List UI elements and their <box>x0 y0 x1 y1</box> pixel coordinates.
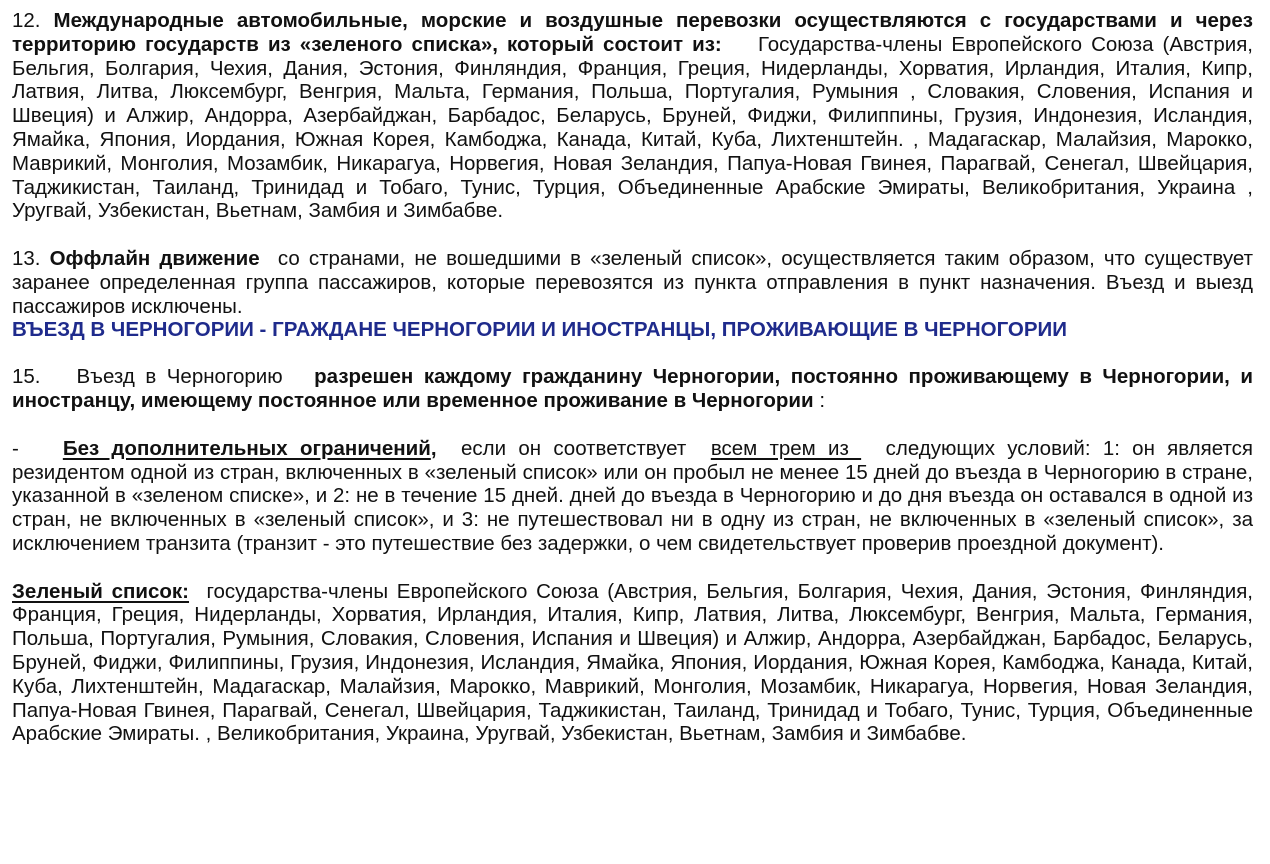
paragraph-number: 13. <box>12 246 41 270</box>
paragraph-13 <box>12 247 1253 318</box>
green-list-paragraph <box>12 580 1253 747</box>
paragraph-12 <box>12 9 1253 223</box>
condition-text-before: если он соответствует <box>461 436 687 460</box>
paragraph-bold-text: Международные автомобильные, морские и воздушные перевозки осуществляются с государствами и через территорию государств из «зеленого списка», который состоит из: <box>12 9 1253 56</box>
paragraph-tail: : <box>819 389 826 413</box>
document-page <box>12 9 1253 746</box>
paragraph-bold-text: Оффлайн движение <box>49 246 260 270</box>
paragraph-number: 12. <box>12 9 41 32</box>
condition-paragraph <box>12 437 1253 556</box>
paragraph-text: Государства-члены Европейского Союза (Австрия, Бельгия, Болгария, Чехия, Дания, Эстония, Финляндия, Франция, Греция, Нидерланды, Хорватия, Ирландия, Италия, Кипр, Латвия, Литва, Люксембург, Венгрия, Мальта, Германия, Польша, Португалия, Румыния , Словакия, Словения, Испания и Швеция) и Алжир, Андорра, Азербайджан, Барбадос, Беларусь, Бруней, Фиджи, Филиппины, Грузия, Индонезия, Исландия, Ямайка, Япония, Иордания, Южная Корея, Камбоджа, Канада, Китай, Куба, Лихтенштейн. , Мадагаскар, Малайзия, Марокко, Маврикий, Монголия, Мозамбик, Никарагуа, Норвегия, Новая Зеландия, Папуа-Новая Гвинея, Парагвай, Сенегал, Швейцария, Таджикистан, Таиланд, Тринидад и Тобаго, Тунис, Турция, Объединенные Арабские Эмираты, Великобритания, Украина , Уругвай, Узбекистан, Вьетнам, Замбия и Зимбабве. <box>12 32 1253 223</box>
condition-comma: , <box>430 436 437 460</box>
green-list-text: государства-члены Европейского Союза (Австрия, Бельгия, Болгария, Чехия, Дания, Эстония, Финляндия, Франция, Греция, Нидерланды, Хорватия, Ирландия, Италия, Кипр, Латвия, Литва, Люксембург, Венгрия, Мальта, Германия, Польша, Португалия, Румыния, Словакия, Словения, Испания и Швеция) и Алжир, Андорра, Азербайджан, Барбадос, Беларусь, Бруней, Фиджи, Филиппины, Грузия, Индонезия, Исландия, Ямайка, Япония, Иордания, Южная Корея, Камбоджа, Канада, Китай, Куба, Лихтенштейн, Мадагаскар, Малайзия, Марокко, Маврикий, Монголия, Мозамбик, Никарагуа, Норвегия, Новая Зеландия, Папуа-Новая Гвинея, Парагвай, Сенегал, Швейцария, Таджикистан, Таиланд, Тринидад и Тобаго, Тунис, Турция, Объединенные Арабские Эмираты. , Великобритания, Украина, Уругвай, Узбекистан, Вьетнам, Замбия и Зимбабве. <box>12 579 1253 746</box>
paragraph-lead-text: Въезд в Черногорию <box>76 365 283 389</box>
condition-text-after: следующих условий: 1: он является резидентом одной из стран, включенных в «зеленый список» или он пробыл не менее 15 дней до въезда в Черногорию в стране, указанной в «зеленом списке», и 2: не в течение 15 дней. дней до въезда в Черногорию и до дня въезда он оставался в одной из стран, не включенных в «зеленый список», и 3: не путешествовал ни в одну из стран, не включенных в «зеленый список», за исключением транзита (транзит - это путешествие без задержки, о чем свидетельствует проверив проездной документ). <box>12 436 1253 555</box>
list-dash: - <box>12 436 19 460</box>
green-list-label: Зеленый список: <box>12 579 190 603</box>
condition-bold-underlined: Без дополнительных ограничений <box>62 436 431 460</box>
paragraph-bold-text: разрешен каждому гражданину Черногории, постоянно проживающему в Черногории, и иностранцу, имеющему постоянное или временное проживание в Черногории <box>12 365 1253 413</box>
paragraph-15 <box>12 365 1253 413</box>
condition-underlined: всем трем из <box>710 436 862 460</box>
paragraph-text: со странами, не вошедшими в «зеленый список», осуществляется таким образом, что существует заранее определенная группа пассажиров, которые перевозятся из пункта отправления в пункт назначения. Въезд и выезд пассажиров исключены. <box>12 246 1253 318</box>
section-heading: ВЪЕЗД В ЧЕРНОГОРИИ - ГРАЖДАНЕ ЧЕРНОГОРИИ И ИНОСТРАНЦЫ, ПРОЖИВАЮЩИЕ В ЧЕРНОГОРИИ <box>12 318 1068 342</box>
paragraph-number: 15. <box>12 365 41 389</box>
